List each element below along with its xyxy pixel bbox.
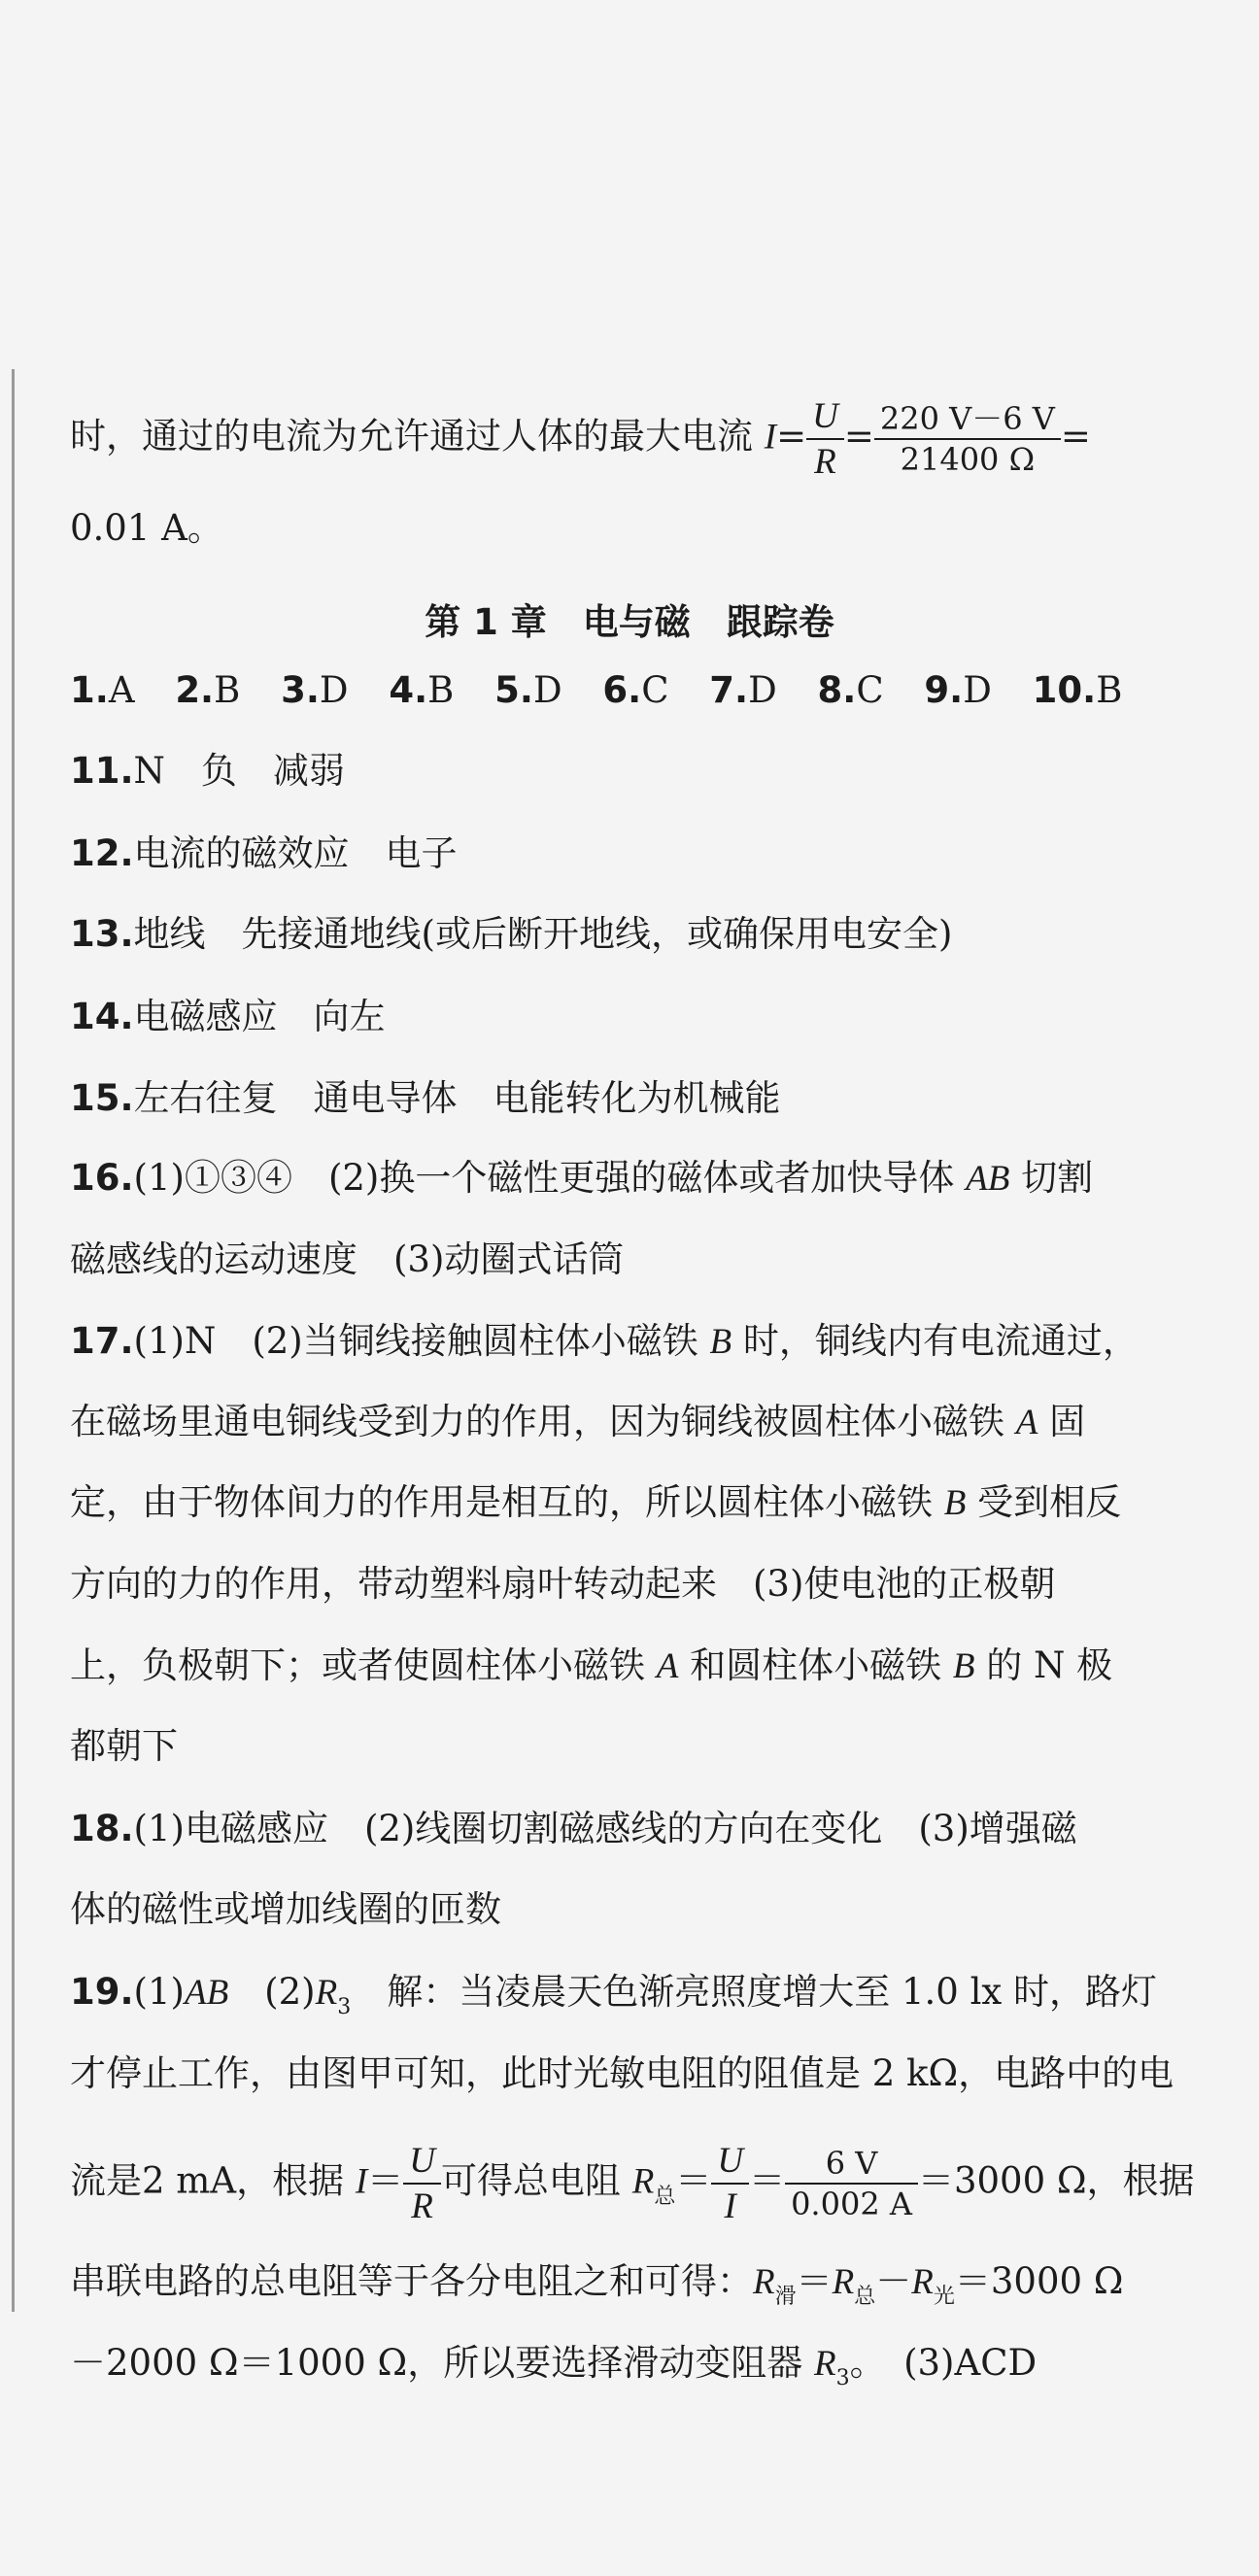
answer-17-line-6: 都朝下 [70, 1725, 178, 1767]
choice-4: 4.B [389, 669, 455, 711]
choice-10: 10.B [1032, 669, 1123, 711]
choice-9: 9.D [924, 669, 992, 711]
choice-3: 3.D [281, 669, 349, 711]
fraction-U-over-I: $\frac{U}{I}$ [711, 2143, 749, 2224]
choice-2: 2.B [175, 669, 241, 711]
answer-19-line-2: 才停止工作，由图甲可知，此时光敏电阻的阻值是 2 kΩ，电路中的电 [70, 2052, 1174, 2094]
answer-11: 11.N 负 减弱 [70, 750, 345, 792]
answer-13: 13.地线 先接通地线(或后断开地线，或确保用电安全) [70, 913, 953, 955]
answer-18-line-2: 体的磁性或增加线圈的匝数 [70, 1888, 501, 1930]
choice-5: 5.D [494, 669, 562, 711]
page-edge-shadow [12, 369, 15, 2312]
answer-19-line-3: 流是2 mA，根据 I＝ $\frac{U}{R}$ 可得总电阻 $R_总=$ $\frac{U}{I}$ ＝ $\frac{6 V}{0.002 A}$ ＝3000 Ω，根据 [70, 2141, 1195, 2226]
answer-19-line-5: －2000 Ω＝1000 Ω，所以要选择滑动变阻器 $R_3$。 (3)ACD [70, 2342, 1038, 2390]
choice-7: 7.D [709, 669, 777, 711]
choice-1: 1.A [70, 669, 135, 711]
answer-16-line-1: 16.(1)①③④ (2)换一个磁性更强的磁体或者加快导体 AB 切割 [70, 1157, 1094, 1199]
answer-17-line-3: 定，由于物体间力的作用是相互的，所以圆柱体小磁铁 B 受到相反 [70, 1481, 1122, 1523]
choice-answers [70, 669, 1123, 711]
answer-17-line-5: 上，负极朝下；或者使圆柱体小磁铁 A 和圆柱体小磁铁 B 的 N 极 [70, 1644, 1113, 1686]
formula-line-1: 时，通过的电流为允许通过人体的最大电流 I= $\frac{U}{R}$ = $\frac{220 V-6 V}{21400 \Omega}$ = [70, 396, 1091, 482]
fraction-U-over-R-2: $\frac{U}{R}$ [403, 2143, 441, 2224]
choice-6: 6.C [602, 669, 669, 711]
answer-17-line-4: 方向的力的作用，带动塑料扇叶转动起来 (3)使电池的正极朝 [70, 1563, 1056, 1605]
section-heading: 第 1 章 电与磁 跟踪卷 [425, 601, 834, 643]
answer-19-line-1: 19.(1)AB $(2)R_3$ 解：当凌晨天色渐亮照度增大至 1.0 lx 时，路灯 [70, 1971, 1158, 2019]
answer-18-line-1: 18.(1)电磁感应 (2)线圈切割磁感线的方向在变化 (3)增强磁 [70, 1808, 1077, 1849]
choice-8: 8.C [817, 669, 884, 711]
answer-14: 14.电磁感应 向左 [70, 996, 386, 1037]
answer-17-line-1: 17.(1)N (2)当铜线接触圆柱体小磁铁 B 时，铜线内有电流通过， [70, 1320, 1139, 1362]
formula-line-2: 0.01 A。 [70, 507, 223, 549]
answer-15: 15.左右往复 通电导体 电能转化为机械能 [70, 1077, 781, 1119]
fraction-6V-over-current: $\frac{6 V}{0.002 A}$ [785, 2148, 918, 2220]
fraction-U-over-R: $\frac{U}{R}$ [806, 398, 844, 480]
answer-12: 12.电流的磁效应 电子 [70, 832, 458, 874]
fraction-voltage-over-resistance: $\frac{220 V-6 V}{21400 \Omega}$ [874, 403, 1061, 475]
answer-19-line-4: 串联电路的总电阻等于各分电阻之和可得：$R_滑=R_总-R_光=3000$ Ω [70, 2260, 1124, 2309]
answer-16-line-2: 磁感线的运动速度 (3)动圈式话筒 [70, 1238, 625, 1280]
answer-17-line-2: 在磁场里通电铜线受到力的作用，因为铜线被圆柱体小磁铁 A 固 [70, 1401, 1086, 1442]
